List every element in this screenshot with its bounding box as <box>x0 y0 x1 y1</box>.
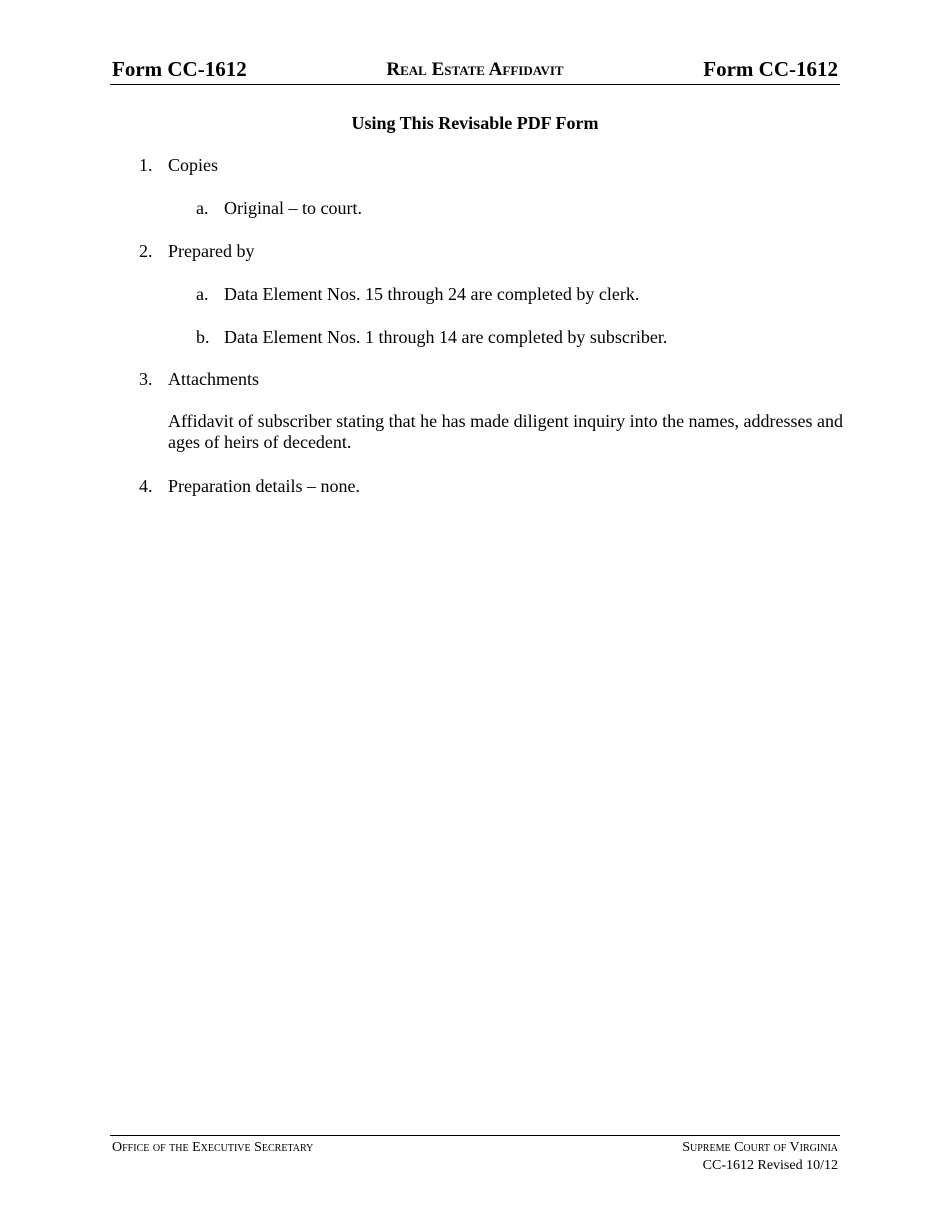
form-title: Real Estate Affidavit <box>386 59 564 80</box>
sub-item-text: Original – to court. <box>224 198 362 218</box>
sub-item-letter: b. <box>196 327 210 347</box>
list-item-label: Preparation details – none. <box>168 476 360 496</box>
list-number: 4. <box>139 476 153 496</box>
footer-revision: CC-1612 Revised 10/12 <box>702 1158 838 1173</box>
sub-item-text: Data Element Nos. 1 through 14 are completed by subscriber. <box>224 327 668 347</box>
list-number: 2. <box>139 241 153 261</box>
list-item-label: Prepared by <box>168 241 255 261</box>
attachments-paragraph: Affidavit of subscriber stating that he has made diligent inquiry into the names, addresses and ages of heirs of decedent. <box>168 411 844 452</box>
footer-right <box>682 1139 838 1175</box>
footer-court: Supreme Court of Virginia <box>682 1140 838 1155</box>
footer-office: Office of the Executive Secretary <box>112 1140 314 1155</box>
list-item-label: Attachments <box>168 369 259 389</box>
page-header <box>110 56 840 85</box>
list-item-label: Copies <box>168 155 219 175</box>
sub-item-letter: a. <box>196 284 209 304</box>
page-footer <box>110 1135 840 1176</box>
form-number-right: Form CC-1612 <box>703 57 838 81</box>
sub-item-letter: a. <box>196 198 209 218</box>
instructions-heading: Using This Revisable PDF Form <box>351 113 599 133</box>
list-number: 3. <box>139 369 153 389</box>
form-number-left: Form CC-1612 <box>112 57 247 81</box>
sub-item-text: Data Element Nos. 15 through 24 are completed by clerk. <box>224 284 640 304</box>
list-number: 1. <box>139 155 153 175</box>
